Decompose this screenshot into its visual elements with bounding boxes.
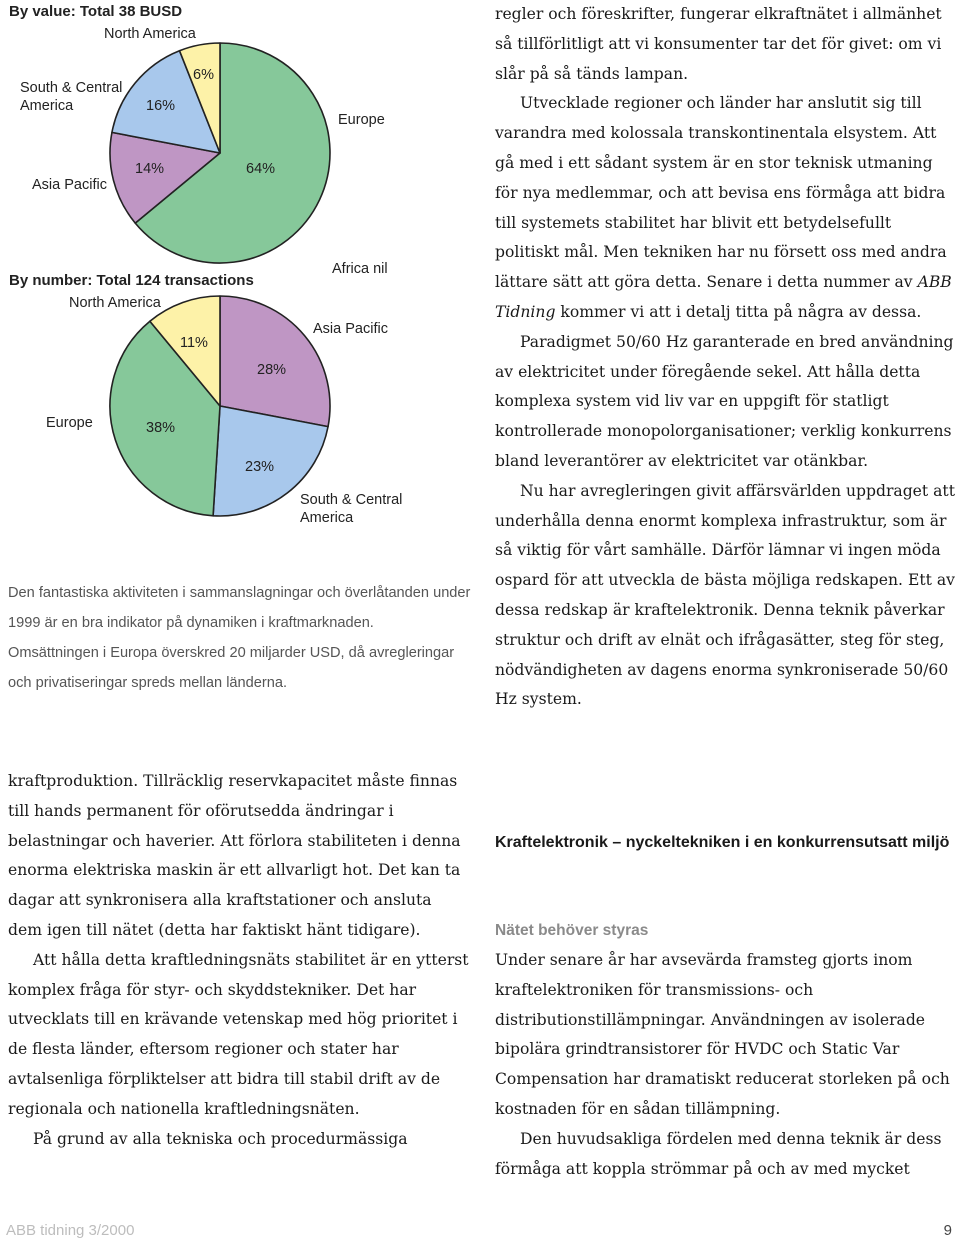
pie-chart-by-number	[110, 296, 330, 516]
chart-title-by-value: By value: Total 38 BUSD	[9, 3, 183, 20]
section-heading: Kraftelektronik – nyckeltekniken i en konkurrensutsatt miljö	[495, 834, 950, 851]
label-asia-pacific-2: Asia Pacific	[313, 321, 388, 337]
slice-label-south-central-america: 16%	[146, 98, 176, 114]
right-paragraph-5: Under senare år har avsevärda framsteg gjorts inom kraftelektroniken för transmissions- och distributionstillämpningar. Användningen av isolerade bipolära grindtransistorer för HVDC och Static Var Compensation har dramatiskt reducerat storleken på och kostnaden för en sådan tillämpning.	[495, 951, 950, 1118]
left-paragraph-2: Att hålla detta kraftledningsnäts stabilitet är en ytterst komplex fråga för styr- och skyddstekniker. Det har utvecklats till en krävande vetenskap med hög prioritet i de flesta länder, eftersom regioner och stater har avtalsenliga förpliktelser att bidra till stabil drift av de regionala och nationella kraftledningsnäten.	[8, 950, 469, 1118]
slice-label-north-america: 6%	[193, 67, 214, 83]
slice-label-europe-2: 38%	[146, 420, 176, 436]
label-north-america: North America	[104, 26, 196, 42]
left-paragraph-3: På grund av alla tekniska och procedurmässiga	[33, 1129, 408, 1148]
label-north-america-2: North America	[69, 295, 161, 311]
right-paragraph-2-end: kommer vi att i detalj titta på några av dessa.	[555, 302, 922, 321]
page-number: 9	[943, 1222, 952, 1239]
label-south-central-america-2a: South & Central	[300, 492, 403, 508]
right-column	[495, 0, 957, 715]
label-south-central-america-1: South & Central	[20, 80, 123, 96]
label-africa-nil: Africa nil	[332, 261, 388, 277]
slice-label-asia-pacific-2: 28%	[257, 362, 287, 378]
figure-caption	[8, 578, 478, 698]
right-column-lower	[495, 946, 957, 1184]
right-paragraph-4: Nu har avregleringen givit affärsvärlden uppdraget att underhålla denna enormt komplexa infrastruktur, som är så viktig för vårt samhälle. Därför lämnar vi ingen möda ospard för att utveckla de bästa möjliga redskapen. Ett av dessa redskap är kraftelektronik. Denna teknik påverkar struktur och drift av elnät och ifrågasätter, steg för steg, nödvändigheten av dagens enorma synkroniserade 50/60 Hz system.	[495, 481, 955, 709]
slice-label-asia-pacific: 14%	[135, 161, 165, 177]
slice-label-europe: 64%	[246, 161, 276, 177]
publication-name: ABB Tidning	[495, 273, 952, 321]
right-paragraph-1: regler och föreskrifter, fungerar elkraftnätet i allmänhet så tillförlitligt att vi konsumenter tar det för givet: om vi slår på så tänds lampan.	[495, 5, 942, 83]
slice-label-north-america-2: 11%	[180, 335, 208, 351]
pie-charts	[0, 0, 480, 540]
slice-label-south-central-america-2: 23%	[245, 459, 275, 475]
section-subheading: Nätet behöver styras	[495, 922, 649, 939]
label-south-central-america-2b: America	[300, 510, 354, 526]
left-paragraph-1: kraftproduktion. Tillräcklig reservkapacitet måste finnas till hands permanent för oförutsedda ändringar i belastningar och haverier. Att förlora stabiliteten i denna enorma elektriska maskin är ett allvarligt hot. Det kan ta dagar att synkronisera alla kraftstationer och ansluta dem igen till nätet (detta har faktiskt hänt tidigare).	[8, 772, 461, 939]
right-paragraph-2-text: Utvecklade regioner och länder har anslutit sig till varandra med kolossala transkontinentala elsystem. Att gå med i ett sådant system är en stor teknisk utmaning för nya medlemmar, och att bevisa ens förmåga att bidra till systemets stabilitet har blivit ett betydelsefullt politiskt mål. Men tekniken har nu försett oss med andra lättare sätt att göra detta. Senare i detta nummer av	[495, 94, 947, 292]
caption-paragraph-1: Den fantastiska aktiviteten i sammanslagningar och överlåtanden under 1999 är en bra indikator på dynamiken i kraftmarknaden.	[8, 585, 471, 631]
left-column	[8, 767, 470, 1154]
label-europe-2: Europe	[46, 415, 93, 431]
right-paragraph-3: Paradigmet 50/60 Hz garanterade en bred användning av elektricitet under föregående sekel. Att hålla detta komplexa system vid liv var en uppgift för statligt kontrollerade monopolorganisationer; verklig konkurrens bland leverantörer av elektricitet var otänkbar.	[495, 332, 954, 470]
caption-paragraph-2: Omsättningen i Europa överskred 20 miljarder USD, då avregleringar och privatiseringar spreds mellan länderna.	[8, 645, 455, 691]
label-europe: Europe	[338, 112, 385, 128]
right-paragraph-6: Den huvudsakliga fördelen med denna teknik är dess förmåga att koppla strömmar på och av med mycket	[495, 1129, 942, 1178]
right-paragraph-2	[495, 89, 957, 327]
footer-publication: ABB tidning 3/2000	[6, 1222, 135, 1239]
chart-title-by-number: By number: Total 124 transactions	[9, 272, 254, 289]
pie-chart-by-value	[110, 43, 330, 263]
label-south-central-america-2: America	[20, 98, 74, 114]
label-asia-pacific: Asia Pacific	[32, 177, 107, 193]
